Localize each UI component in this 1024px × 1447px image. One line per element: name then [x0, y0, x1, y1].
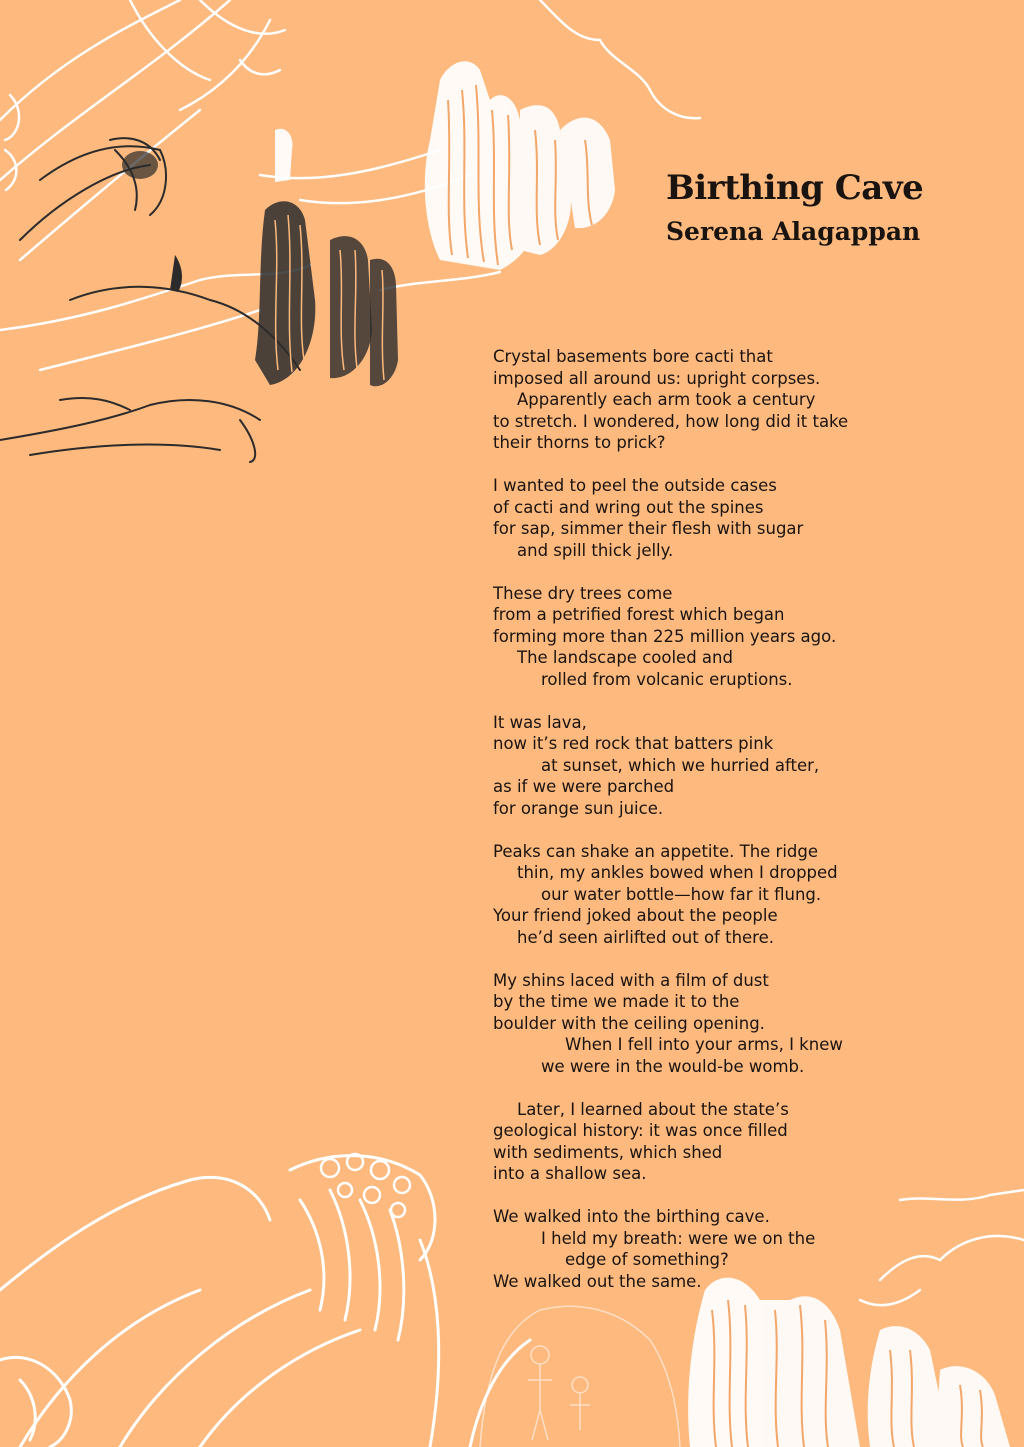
poem-line: into a shallow sea.	[493, 1164, 647, 1183]
dark-ink-sketch	[0, 138, 300, 462]
poem-line: geological history: it was once filled	[493, 1121, 788, 1140]
poem-line: thin, my ankles bowed when I dropped	[517, 863, 838, 882]
poem-line: now it’s red rock that batters pink	[493, 734, 774, 753]
stanza	[493, 346, 933, 454]
top-cactus-forms	[275, 61, 615, 270]
poem-line: from a petrified forest which began	[493, 605, 785, 624]
poem-line: edge of something?	[565, 1250, 729, 1269]
poem-line: for orange sun juice.	[493, 798, 664, 818]
stanza	[493, 1206, 933, 1292]
poem-line: It was lava,	[493, 712, 587, 732]
poem-line: he’d seen airlifted out of there.	[517, 927, 774, 947]
poem-line: My shins laced with a film of dust	[493, 970, 769, 990]
poem-line: their thorns to prick?	[493, 433, 666, 452]
poem-line: of cacti and wring out the spines	[493, 497, 764, 517]
poem-line: with sediments, which shed	[493, 1142, 723, 1162]
poem-line: to stretch. I wondered, how long did it take	[493, 411, 849, 431]
poem-line: we were in the would-be womb.	[541, 1056, 805, 1076]
poem-line: When I fell into your arms, I knew	[565, 1035, 843, 1054]
poem-line: and spill thick jelly.	[517, 540, 674, 560]
poem-line: Peaks can shake an appetite. The ridge	[493, 841, 819, 861]
faint-cave-figures	[480, 1306, 680, 1447]
poem-line: forming more than 225 million years ago.	[493, 626, 837, 646]
stanza	[493, 970, 933, 1078]
poem-line: boulder with the ceiling opening.	[493, 1013, 765, 1033]
poem-line: Crystal basements bore cacti that	[493, 347, 773, 366]
stanza	[493, 841, 933, 949]
poem-line: The landscape cooled and	[517, 648, 733, 667]
poem-author: Serena Alagappan	[666, 217, 921, 246]
poem-line: I held my breath: were we on the	[541, 1228, 816, 1248]
poem-line: for sap, simmer their flesh with sugar	[493, 519, 804, 538]
stanza	[493, 712, 933, 820]
poem-body	[493, 346, 933, 1314]
poem-line: We walked out the same.	[493, 1271, 702, 1291]
poem-line: I wanted to peel the outside cases	[493, 476, 777, 495]
poem-line: imposed all around us: upright corpses.	[493, 368, 821, 388]
poem-line: rolled from volcanic eruptions.	[541, 669, 793, 689]
dark-ink-blobs	[122, 151, 398, 386]
stanza	[493, 475, 933, 561]
bottom-left-white-sketch	[0, 1156, 530, 1447]
poem-line: at sunset, which we hurried after,	[541, 755, 820, 775]
poem-title: Birthing Cave	[666, 168, 924, 208]
stanza	[493, 1099, 933, 1185]
poem-line: We walked into the birthing cave.	[493, 1207, 770, 1226]
stanza	[493, 583, 933, 691]
poem-line: our water bottle—how far it flung.	[541, 884, 822, 904]
poem-line: Your friend joked about the people	[493, 906, 778, 925]
poem-line: by the time we made it to the	[493, 992, 740, 1011]
poem-line: Later, I learned about the state’s	[517, 1099, 789, 1119]
poem-line: These dry trees come	[493, 583, 673, 603]
poem-line: Apparently each arm took a century	[517, 390, 816, 409]
poem-line: as if we were parched	[493, 777, 675, 796]
